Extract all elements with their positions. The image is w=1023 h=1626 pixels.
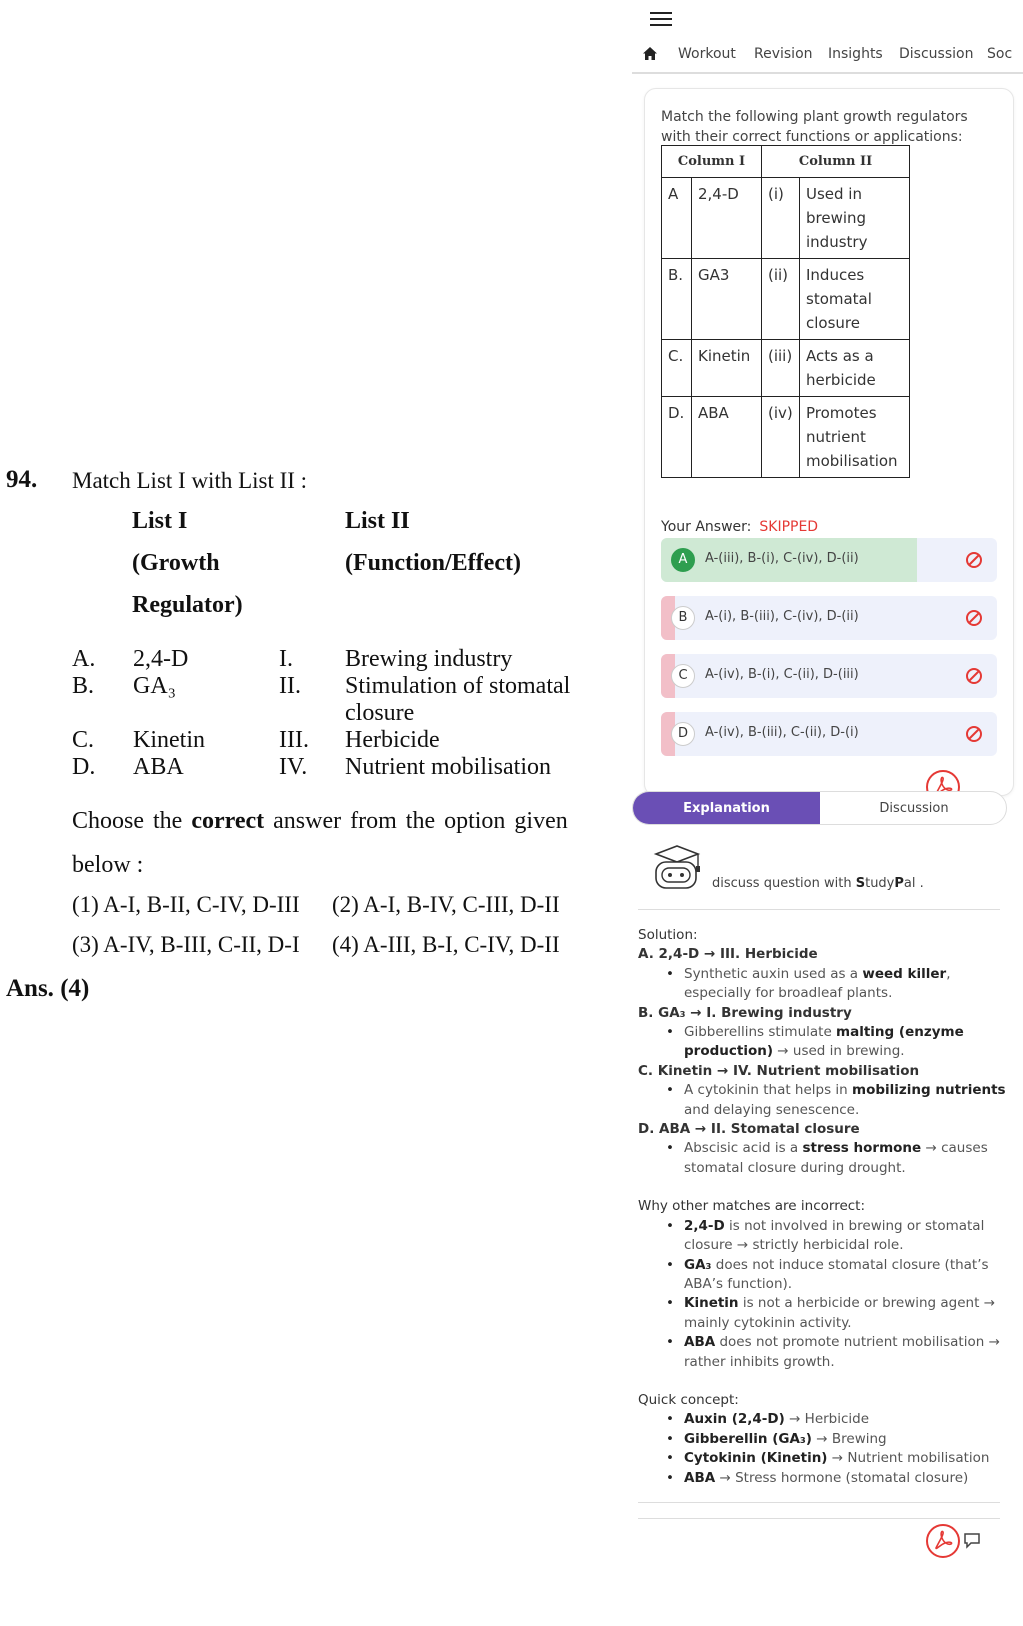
list2-subheading: (Function/Effect) <box>345 550 521 576</box>
why-point: • GA₃ does not induce stomatal closure (that’s ABA’s function). <box>684 1256 1008 1295</box>
table-cell: 2,4-D <box>692 178 762 259</box>
option-1: (1) A-I, B-II, C-IV, D-III <box>72 892 300 917</box>
table-cell: Acts as a herbicide <box>800 340 910 397</box>
row-effect-3: Herbicide <box>345 727 440 753</box>
blocked-icon <box>965 667 983 685</box>
table-cell: (i) <box>762 178 800 259</box>
quick-concept-heading: Quick concept: <box>638 1391 739 1408</box>
column1-header: Column I <box>662 146 762 178</box>
table-cell: (iii) <box>762 340 800 397</box>
list1-subheading: (Growth <box>132 550 220 576</box>
table-cell: Induces stomatal closure <box>800 259 910 340</box>
row-roman-1: I. <box>279 646 293 672</box>
column2-header: Column II <box>762 146 910 178</box>
table-cell: ABA <box>692 397 762 478</box>
option-letter: B <box>671 606 695 630</box>
why-point: • Kinetin is not a herbicide or brewing agent → mainly cytokinin activity. <box>684 1294 1008 1333</box>
answer-status: SKIPPED <box>759 519 819 535</box>
question-card <box>644 88 1014 796</box>
your-answer: Your Answer: SKIPPED <box>661 519 819 535</box>
card-prompt: Match the following plant growth regulators with their correct functions or applications: <box>661 109 968 145</box>
option-text: A-(iv), B-(iii), C-(ii), D-(i) <box>705 725 859 740</box>
row-key-b: B. <box>72 673 95 699</box>
tab-discussion-panel[interactable]: Discussion <box>879 801 949 816</box>
row-key-c: C. <box>72 727 95 753</box>
menu-icon[interactable] <box>650 12 672 30</box>
solution-heading: Solution: <box>638 927 698 943</box>
choose-instruction-end: below : <box>72 852 144 878</box>
option-letter: D <box>671 722 695 746</box>
option-letter: C <box>671 664 695 688</box>
row-effect-2: Stimulation of stomatal closure <box>345 673 571 726</box>
answer-line: Ans. (4) <box>6 975 90 1002</box>
tab-revision[interactable]: Revision <box>754 46 813 62</box>
divider <box>638 1518 1000 1519</box>
solution-a-point: • Synthetic auxin used as a weed killer, especially for broadleaf plants. <box>684 965 1008 1004</box>
option-2: (2) A-I, B-IV, C-III, D-II <box>332 892 560 917</box>
row-value-d: ABA <box>133 754 184 780</box>
tab-insights[interactable]: Insights <box>828 46 883 62</box>
table-cell: Used in brewing industry <box>800 178 910 259</box>
home-icon[interactable] <box>642 46 658 62</box>
row-value-b: GA₃ <box>133 673 177 699</box>
why-point: • ABA does not promote nutrient mobilisation → rather inhibits growth. <box>684 1333 1008 1372</box>
row-key-d: D. <box>72 754 96 780</box>
option-text: A-(iii), B-(i), C-(iv), D-(ii) <box>705 551 859 566</box>
quick-concept-point: • Cytokinin (Kinetin) → Nutrient mobilisation <box>684 1449 1008 1468</box>
solution-d-heading: D. ABA → II. Stomatal closure <box>638 1121 860 1138</box>
question-prompt: Match List I with List II : <box>72 468 308 493</box>
table-cell: C. <box>662 340 692 397</box>
blocked-icon <box>965 551 983 569</box>
solution-a-heading: A. 2,4-D → III. Herbicide <box>638 946 818 963</box>
row-roman-2: II. <box>279 673 301 699</box>
tab-workout[interactable]: Workout <box>678 46 736 62</box>
quick-concept-point: • Gibberellin (GA₃) → Brewing <box>684 1430 1008 1449</box>
list2-heading: List II <box>345 508 410 534</box>
row-roman-3: III. <box>279 727 309 753</box>
quick-concept-point: • Auxin (2,4-D) → Herbicide <box>684 1410 1008 1429</box>
why-point: • 2,4-D is not involved in brewing or stomatal closure → strictly herbicidal role. <box>684 1217 1008 1256</box>
table-cell: (ii) <box>762 259 800 340</box>
option-text: A-(i), B-(iii), C-(iv), D-(ii) <box>705 609 859 624</box>
explanation-discussion-toggle <box>632 791 1007 825</box>
table-cell: GA3 <box>692 259 762 340</box>
question-number: 94. <box>6 466 38 493</box>
row-key-a: A. <box>72 646 96 672</box>
app-panel <box>632 0 1023 1626</box>
solution-c-point: • A cytokinin that helps in mobilizing nutrients and delaying senescence. <box>684 1081 1008 1120</box>
table-cell: D. <box>662 397 692 478</box>
option-letter: A <box>671 548 695 572</box>
option-3: (3) A-IV, B-III, C-II, D-I <box>72 932 300 957</box>
tab-discussion[interactable]: Discussion <box>899 46 974 62</box>
option-4: (4) A-III, B-I, C-IV, D-II <box>332 932 560 957</box>
choose-instruction: Choose the correct answer from the option given <box>72 808 568 834</box>
row-value-a: 2,4-D <box>133 646 189 672</box>
option-text: A-(iv), B-(i), C-(ii), D-(iii) <box>705 667 859 682</box>
table-cell: A <box>662 178 692 259</box>
answer-option-c[interactable] <box>661 654 997 698</box>
nav-tabs <box>632 42 1023 74</box>
blocked-icon <box>965 609 983 627</box>
row-value-c: Kinetin <box>133 727 205 753</box>
tab-social[interactable]: Soc <box>987 46 1013 62</box>
row-effect-4: Nutrient mobilisation <box>345 754 551 780</box>
answer-option-b[interactable] <box>661 596 997 640</box>
why-heading: Why other matches are incorrect: <box>638 1198 866 1215</box>
pdf-icon-bottom[interactable] <box>926 1524 960 1558</box>
answer-option-d[interactable] <box>661 712 997 756</box>
row-roman-4: IV. <box>279 754 308 780</box>
solution-section <box>638 926 1008 1488</box>
list1-heading: List I <box>132 508 188 534</box>
mascot-icon <box>650 844 704 890</box>
quick-concept-point: • ABA → Stress hormone (stomatal closure) <box>684 1469 1008 1488</box>
divider <box>638 909 1000 910</box>
table-cell: Promotes nutrient mobilisation <box>800 397 910 478</box>
row-effect-1: Brewing industry <box>345 646 513 672</box>
list1-subheading-2: Regulator) <box>132 592 243 618</box>
divider <box>638 1502 1000 1503</box>
chat-icon[interactable] <box>962 1530 982 1550</box>
solution-b-heading: B. GA₃ → I. Brewing industry <box>638 1004 852 1021</box>
solution-d-point: • Abscisic acid is a stress hormone → causes stomatal closure during drought. <box>684 1139 1008 1178</box>
tab-explanation[interactable]: Explanation <box>633 792 820 825</box>
studypal-prompt <box>650 844 1010 906</box>
blocked-icon <box>965 725 983 743</box>
solution-b-point: • Gibberellins stimulate malting (enzyme production) → used in brewing. <box>684 1023 1008 1062</box>
table-cell: Kinetin <box>692 340 762 397</box>
solution-c-heading: C. Kinetin → IV. Nutrient mobilisation <box>638 1062 920 1079</box>
table-cell: B. <box>662 259 692 340</box>
answer-option-a[interactable] <box>661 538 997 582</box>
studypal-link[interactable]: discuss question with StudyPal . <box>712 876 924 891</box>
match-table <box>661 145 910 478</box>
table-cell: (iv) <box>762 397 800 478</box>
